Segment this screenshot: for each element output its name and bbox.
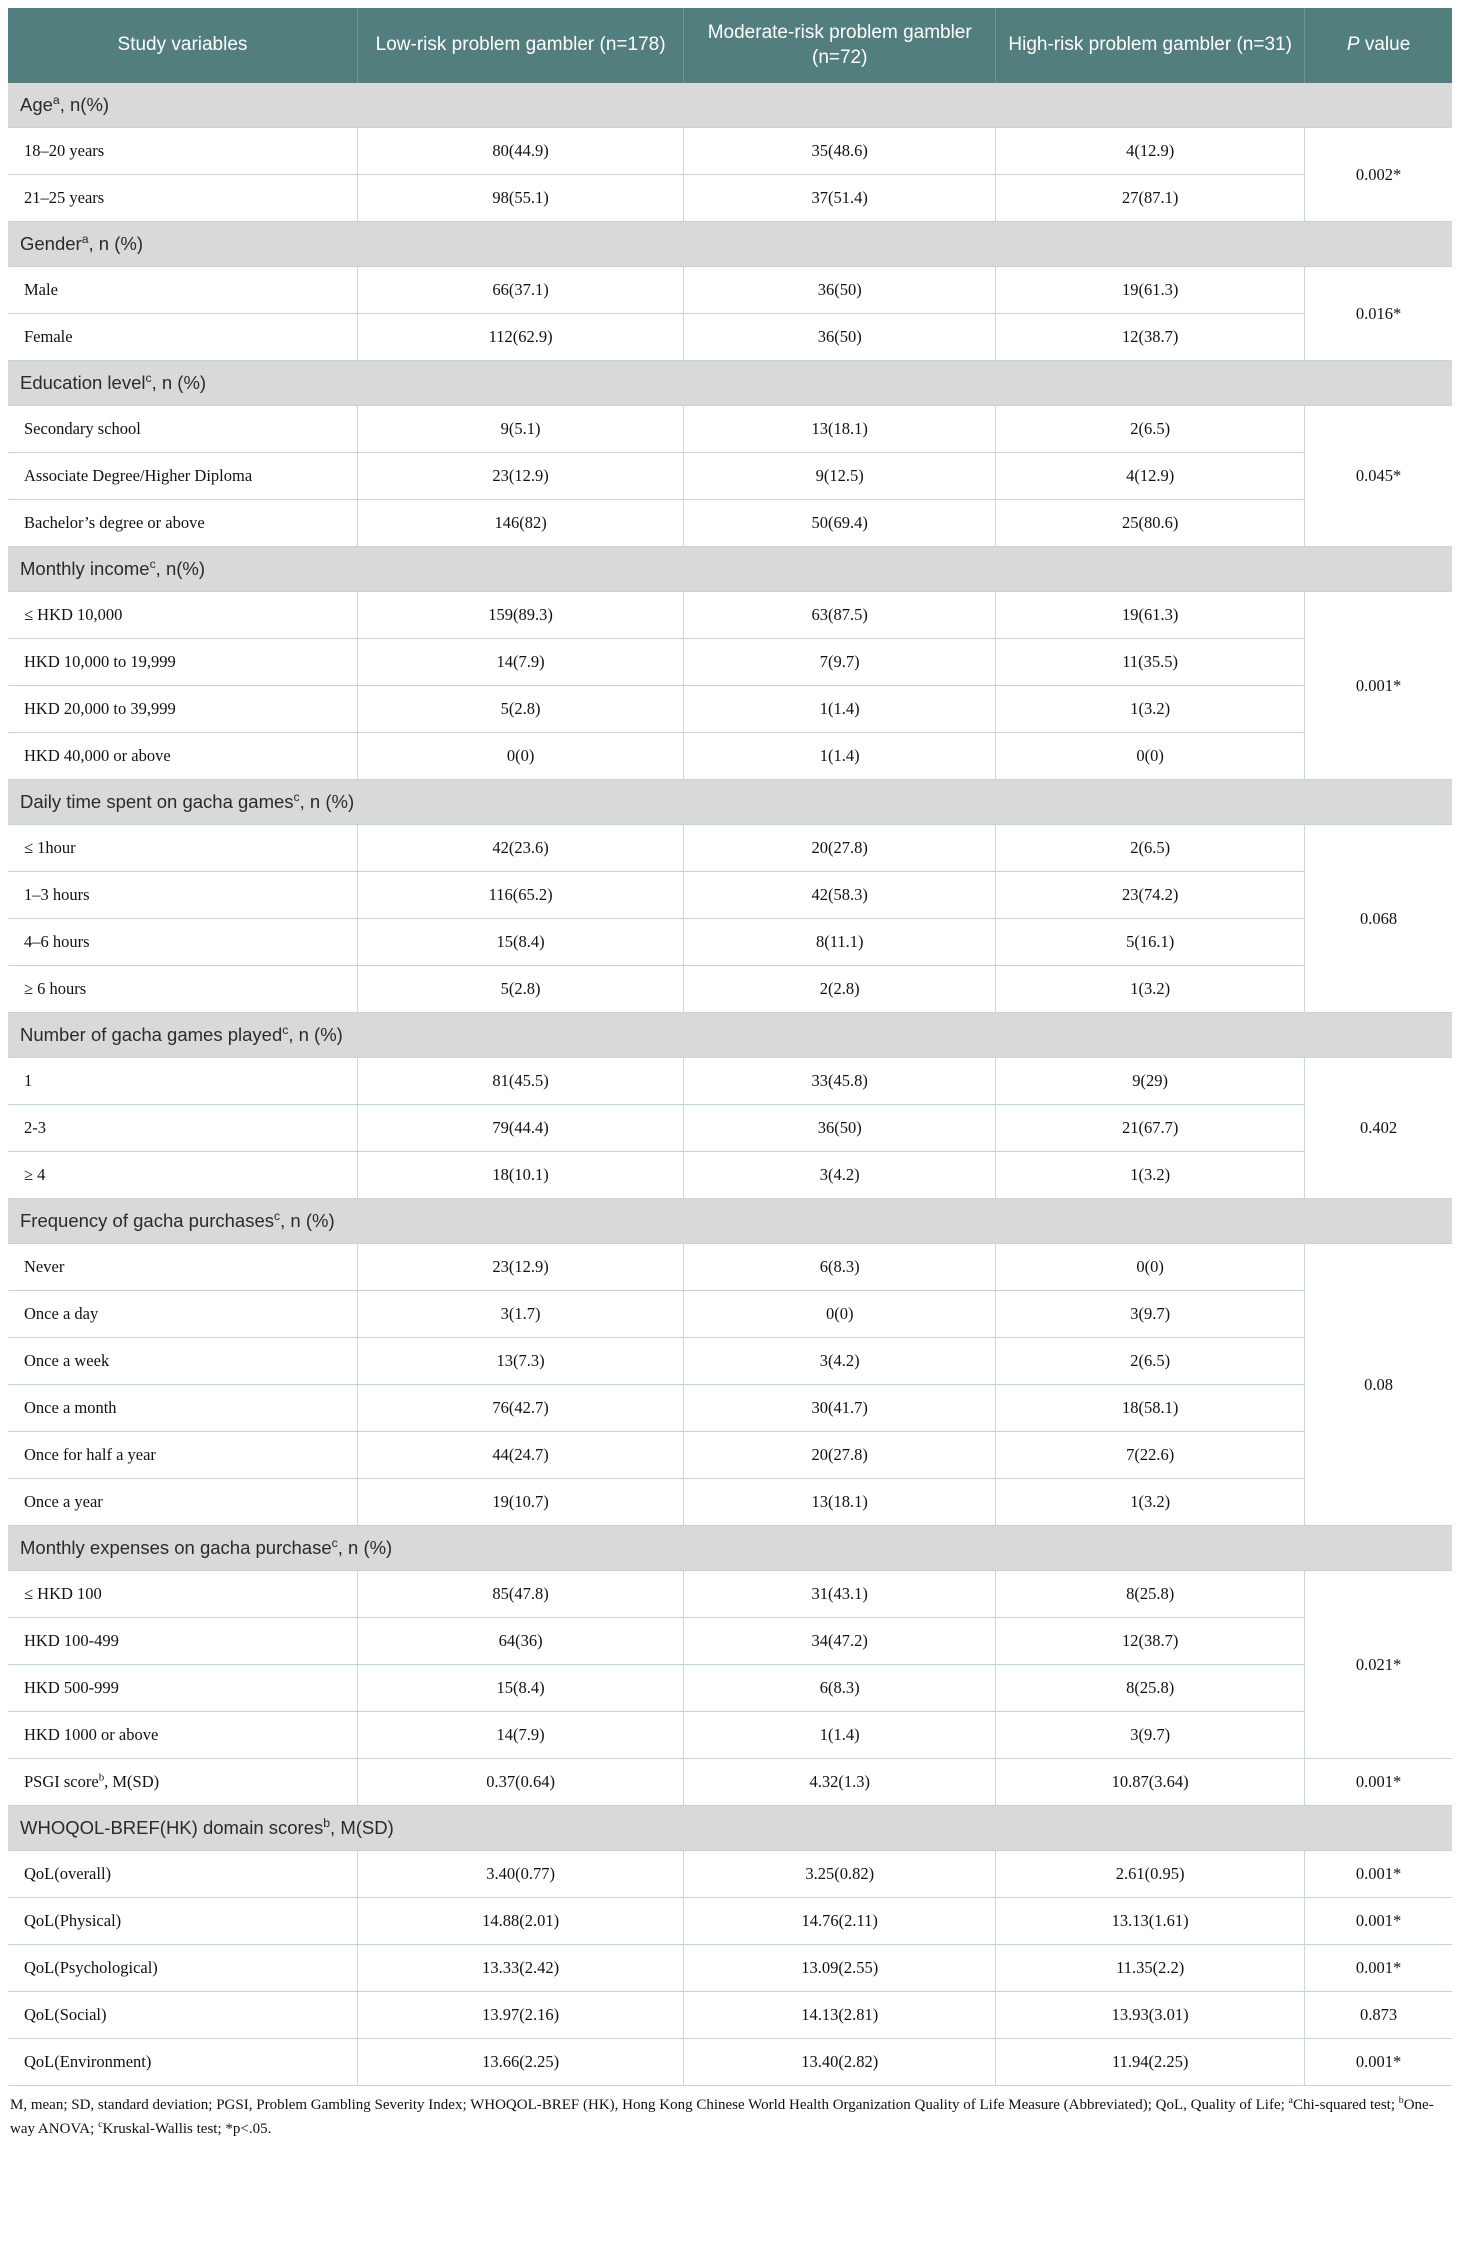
p-value-cell: 0.001*	[1305, 1759, 1452, 1806]
value-cell: 80(44.9)	[357, 128, 683, 175]
table-row	[8, 1105, 1452, 1152]
row-label: 1–3 hours	[8, 872, 357, 919]
table-row	[8, 1665, 1452, 1712]
value-cell: 3.40(0.77)	[357, 1851, 683, 1898]
value-cell: 116(65.2)	[357, 872, 683, 919]
value-cell: 34(47.2)	[684, 1618, 996, 1665]
table-row	[8, 1291, 1452, 1338]
row-label: 2-3	[8, 1105, 357, 1152]
value-cell: 8(25.8)	[996, 1571, 1305, 1618]
p-value-cell: 0.001*	[1305, 1898, 1452, 1945]
value-cell: 1(1.4)	[684, 1712, 996, 1759]
table-row	[8, 1945, 1452, 1992]
row-label: PSGI score$^b$, M(SD)	[8, 1759, 357, 1806]
value-cell: 13.33(2.42)	[357, 1945, 683, 1992]
value-cell: 79(44.4)	[357, 1105, 683, 1152]
row-label: 21–25 years	[8, 175, 357, 222]
value-cell: 37(51.4)	[684, 175, 996, 222]
value-cell: 3(9.7)	[996, 1712, 1305, 1759]
table-row	[8, 1432, 1452, 1479]
value-cell: 0.37(0.64)	[357, 1759, 683, 1806]
value-cell: 6(8.3)	[684, 1665, 996, 1712]
value-cell: 36(50)	[684, 267, 996, 314]
column-header-low-risk: Low-risk problem gambler (n=178)	[357, 8, 683, 83]
row-label: Associate Degree/Higher Diploma	[8, 453, 357, 500]
table-row	[8, 1479, 1452, 1526]
table-body	[8, 83, 1452, 2086]
row-label: QoL(overall)	[8, 1851, 357, 1898]
p-value-cell: 0.021*	[1305, 1571, 1452, 1759]
table-row	[8, 686, 1452, 733]
row-label: Once for half a year	[8, 1432, 357, 1479]
row-label: HKD 100-499	[8, 1618, 357, 1665]
value-cell: 3.25(0.82)	[684, 1851, 996, 1898]
row-label: 4–6 hours	[8, 919, 357, 966]
superscript: a	[81, 232, 89, 247]
value-cell: 11.94(2.25)	[996, 2039, 1305, 2086]
value-cell: 0(0)	[996, 1244, 1305, 1291]
value-cell: 159(89.3)	[357, 592, 683, 639]
value-cell: 42(23.6)	[357, 825, 683, 872]
superscript: b	[98, 1771, 105, 1784]
value-cell: 2(2.8)	[684, 966, 996, 1013]
table-row	[8, 500, 1452, 547]
row-label: ≤ 1hour	[8, 825, 357, 872]
superscript: b	[323, 1816, 331, 1831]
row-label: HKD 20,000 to 39,999	[8, 686, 357, 733]
section-title: WHOQOL-BREF(HK) domain scores$^b$, M(SD)	[8, 1806, 1452, 1851]
study-variables-table	[8, 8, 1452, 2086]
value-cell: 21(67.7)	[996, 1105, 1305, 1152]
value-cell: 14(7.9)	[357, 639, 683, 686]
value-cell: 10.87(3.64)	[996, 1759, 1305, 1806]
section-header-row	[8, 83, 1452, 128]
table-row	[8, 1338, 1452, 1385]
superscript: c	[145, 371, 152, 386]
value-cell: 18(10.1)	[357, 1152, 683, 1199]
value-cell: 31(43.1)	[684, 1571, 996, 1618]
value-cell: 14.88(2.01)	[357, 1898, 683, 1945]
row-label: Female	[8, 314, 357, 361]
header-row	[8, 8, 1452, 83]
value-cell: 14.13(2.81)	[684, 1992, 996, 2039]
value-cell: 9(5.1)	[357, 406, 683, 453]
p-value-cell: 0.045*	[1305, 406, 1452, 547]
section-header-row	[8, 780, 1452, 825]
row-label: QoL(Social)	[8, 1992, 357, 2039]
table-row	[8, 175, 1452, 222]
table-row	[8, 314, 1452, 361]
row-label: Once a year	[8, 1479, 357, 1526]
value-cell: 20(27.8)	[684, 1432, 996, 1479]
table-row	[8, 1152, 1452, 1199]
row-label: Once a day	[8, 1291, 357, 1338]
section-title: Daily time spent on gacha games$^c$, n (%)	[8, 780, 1452, 825]
value-cell: 146(82)	[357, 500, 683, 547]
value-cell: 0(0)	[996, 733, 1305, 780]
value-cell: 63(87.5)	[684, 592, 996, 639]
superscript: c	[98, 2118, 103, 2130]
table-row	[8, 1571, 1452, 1618]
value-cell: 23(12.9)	[357, 1244, 683, 1291]
section-title: Education level$^c$, n (%)	[8, 361, 1452, 406]
section-title: Monthly income$^c$, n(%)	[8, 547, 1452, 592]
value-cell: 44(24.7)	[357, 1432, 683, 1479]
section-title: Frequency of gacha purchases$^c$, n (%)	[8, 1199, 1452, 1244]
value-cell: 19(61.3)	[996, 267, 1305, 314]
row-label: ≤ HKD 10,000	[8, 592, 357, 639]
section-title: Gender$^a$, n (%)	[8, 222, 1452, 267]
value-cell: 2(6.5)	[996, 825, 1305, 872]
value-cell: 13(18.1)	[684, 1479, 996, 1526]
section-title: Monthly expenses on gacha purchase$^c$, n (%)	[8, 1526, 1452, 1571]
value-cell: 1(1.4)	[684, 733, 996, 780]
row-label: Never	[8, 1244, 357, 1291]
row-label: 18–20 years	[8, 128, 357, 175]
value-cell: 9(12.5)	[684, 453, 996, 500]
superscript: c	[274, 1209, 281, 1224]
row-label: ≤ HKD 100	[8, 1571, 357, 1618]
value-cell: 4.32(1.3)	[684, 1759, 996, 1806]
section-header-row	[8, 1526, 1452, 1571]
row-label: Bachelor’s degree or above	[8, 500, 357, 547]
column-header-study-variables: Study variables	[8, 8, 357, 83]
p-value-cell: 0.002*	[1305, 128, 1452, 222]
section-title: Age$^a$, n(%)	[8, 83, 1452, 128]
superscript: c	[331, 1536, 338, 1551]
value-cell: 9(29)	[996, 1058, 1305, 1105]
row-label: 1	[8, 1058, 357, 1105]
value-cell: 76(42.7)	[357, 1385, 683, 1432]
table-row	[8, 1992, 1452, 2039]
value-cell: 36(50)	[684, 1105, 996, 1152]
table-row	[8, 872, 1452, 919]
value-cell: 3(4.2)	[684, 1152, 996, 1199]
value-cell: 12(38.7)	[996, 314, 1305, 361]
row-label: Once a week	[8, 1338, 357, 1385]
value-cell: 13(18.1)	[684, 406, 996, 453]
value-cell: 15(8.4)	[357, 1665, 683, 1712]
value-cell: 5(2.8)	[357, 686, 683, 733]
value-cell: 13.97(2.16)	[357, 1992, 683, 2039]
table-row	[8, 1759, 1452, 1806]
row-label: Secondary school	[8, 406, 357, 453]
value-cell: 19(61.3)	[996, 592, 1305, 639]
value-cell: 7(9.7)	[684, 639, 996, 686]
table-page	[8, 8, 1452, 2155]
value-cell: 33(45.8)	[684, 1058, 996, 1105]
value-cell: 3(9.7)	[996, 1291, 1305, 1338]
p-value-cell: 0.402	[1305, 1058, 1452, 1199]
value-cell: 12(38.7)	[996, 1618, 1305, 1665]
row-label: HKD 1000 or above	[8, 1712, 357, 1759]
value-cell: 13.93(3.01)	[996, 1992, 1305, 2039]
row-label: Male	[8, 267, 357, 314]
table-row	[8, 1851, 1452, 1898]
table-row	[8, 919, 1452, 966]
row-label: HKD 500-999	[8, 1665, 357, 1712]
value-cell: 1(3.2)	[996, 1152, 1305, 1199]
table-row	[8, 267, 1452, 314]
row-label: QoL(Environment)	[8, 2039, 357, 2086]
value-cell: 6(8.3)	[684, 1244, 996, 1291]
value-cell: 85(47.8)	[357, 1571, 683, 1618]
value-cell: 5(16.1)	[996, 919, 1305, 966]
value-cell: 20(27.8)	[684, 825, 996, 872]
table-row	[8, 1385, 1452, 1432]
row-label: Once a month	[8, 1385, 357, 1432]
value-cell: 36(50)	[684, 314, 996, 361]
table-row	[8, 639, 1452, 686]
table-row	[8, 966, 1452, 1013]
superscript: c	[282, 1023, 289, 1038]
value-cell: 13.66(2.25)	[357, 2039, 683, 2086]
table-row	[8, 453, 1452, 500]
value-cell: 3(4.2)	[684, 1338, 996, 1385]
row-label: HKD 40,000 or above	[8, 733, 357, 780]
value-cell: 7(22.6)	[996, 1432, 1305, 1479]
value-cell: 23(74.2)	[996, 872, 1305, 919]
value-cell: 64(36)	[357, 1618, 683, 1665]
value-cell: 13.09(2.55)	[684, 1945, 996, 1992]
row-label: HKD 10,000 to 19,999	[8, 639, 357, 686]
value-cell: 2(6.5)	[996, 1338, 1305, 1385]
column-header-p-value: P value	[1305, 8, 1452, 83]
value-cell: 50(69.4)	[684, 500, 996, 547]
table-row	[8, 1244, 1452, 1291]
superscript: a	[52, 93, 60, 108]
row-label: ≥ 4	[8, 1152, 357, 1199]
value-cell: 42(58.3)	[684, 872, 996, 919]
table-row	[8, 1618, 1452, 1665]
value-cell: 18(58.1)	[996, 1385, 1305, 1432]
table-row	[8, 1058, 1452, 1105]
value-cell: 3(1.7)	[357, 1291, 683, 1338]
value-cell: 14(7.9)	[357, 1712, 683, 1759]
column-header-high-risk: High-risk problem gambler (n=31)	[996, 8, 1305, 83]
table-row	[8, 592, 1452, 639]
value-cell: 11.35(2.2)	[996, 1945, 1305, 1992]
row-label: QoL(Physical)	[8, 1898, 357, 1945]
p-value-cell: 0.001*	[1305, 1945, 1452, 1992]
value-cell: 2.61(0.95)	[996, 1851, 1305, 1898]
value-cell: 19(10.7)	[357, 1479, 683, 1526]
value-cell: 13.40(2.82)	[684, 2039, 996, 2086]
p-value-cell: 0.001*	[1305, 1851, 1452, 1898]
superscript: c	[293, 790, 300, 805]
value-cell: 2(6.5)	[996, 406, 1305, 453]
value-cell: 4(12.9)	[996, 453, 1305, 500]
value-cell: 8(25.8)	[996, 1665, 1305, 1712]
value-cell: 66(37.1)	[357, 267, 683, 314]
value-cell: 98(55.1)	[357, 175, 683, 222]
p-value-cell: 0.016*	[1305, 267, 1452, 361]
p-value-cell: 0.068	[1305, 825, 1452, 1013]
value-cell: 1(1.4)	[684, 686, 996, 733]
p-value-cell: 0.001*	[1305, 592, 1452, 780]
value-cell: 112(62.9)	[357, 314, 683, 361]
value-cell: 15(8.4)	[357, 919, 683, 966]
superscript: a	[1288, 2095, 1293, 2107]
value-cell: 5(2.8)	[357, 966, 683, 1013]
value-cell: 1(3.2)	[996, 1479, 1305, 1526]
value-cell: 14.76(2.11)	[684, 1898, 996, 1945]
section-header-row	[8, 547, 1452, 592]
value-cell: 1(3.2)	[996, 686, 1305, 733]
section-header-row	[8, 361, 1452, 406]
p-value-cell: 0.873	[1305, 1992, 1452, 2039]
value-cell: 25(80.6)	[996, 500, 1305, 547]
table-header	[8, 8, 1452, 83]
row-label: ≥ 6 hours	[8, 966, 357, 1013]
section-header-row	[8, 1199, 1452, 1244]
section-header-row	[8, 222, 1452, 267]
superscript: b	[1398, 2095, 1404, 2107]
value-cell: 13.13(1.61)	[996, 1898, 1305, 1945]
table-row	[8, 825, 1452, 872]
value-cell: 27(87.1)	[996, 175, 1305, 222]
table-row	[8, 1898, 1452, 1945]
column-header-moderate-risk: Moderate-risk problem gambler (n=72)	[684, 8, 996, 83]
section-title: Number of gacha games played$^c$, n (%)	[8, 1013, 1452, 1058]
table-row	[8, 2039, 1452, 2086]
section-header-row	[8, 1013, 1452, 1058]
section-header-row	[8, 1806, 1452, 1851]
value-cell: 8(11.1)	[684, 919, 996, 966]
value-cell: 81(45.5)	[357, 1058, 683, 1105]
row-label: QoL(Psychological)	[8, 1945, 357, 1992]
p-value-cell: 0.001*	[1305, 2039, 1452, 2086]
value-cell: 11(35.5)	[996, 639, 1305, 686]
superscript: c	[149, 557, 156, 572]
table-row	[8, 1712, 1452, 1759]
value-cell: 23(12.9)	[357, 453, 683, 500]
value-cell: 0(0)	[357, 733, 683, 780]
table-row	[8, 406, 1452, 453]
value-cell: 0(0)	[684, 1291, 996, 1338]
p-value-cell: 0.08	[1305, 1244, 1452, 1526]
value-cell: 1(3.2)	[996, 966, 1305, 1013]
value-cell: 4(12.9)	[996, 128, 1305, 175]
value-cell: 35(48.6)	[684, 128, 996, 175]
footnote: M, mean; SD, standard deviation; PGSI, Problem Gambling Severity Index; WHOQOL-BREF (HK), Hong Kong Chinese World Health Organization Quality of Life Measure (Abbreviated); QoL, Quality of Life; $^a$Chi-squared test; $^b$One-way ANOVA; $^c$Kruskal-Wallis test; *p<.05.	[10, 2095, 1434, 2137]
table-row	[8, 733, 1452, 780]
value-cell: 13(7.3)	[357, 1338, 683, 1385]
value-cell: 30(41.7)	[684, 1385, 996, 1432]
table-row	[8, 128, 1452, 175]
